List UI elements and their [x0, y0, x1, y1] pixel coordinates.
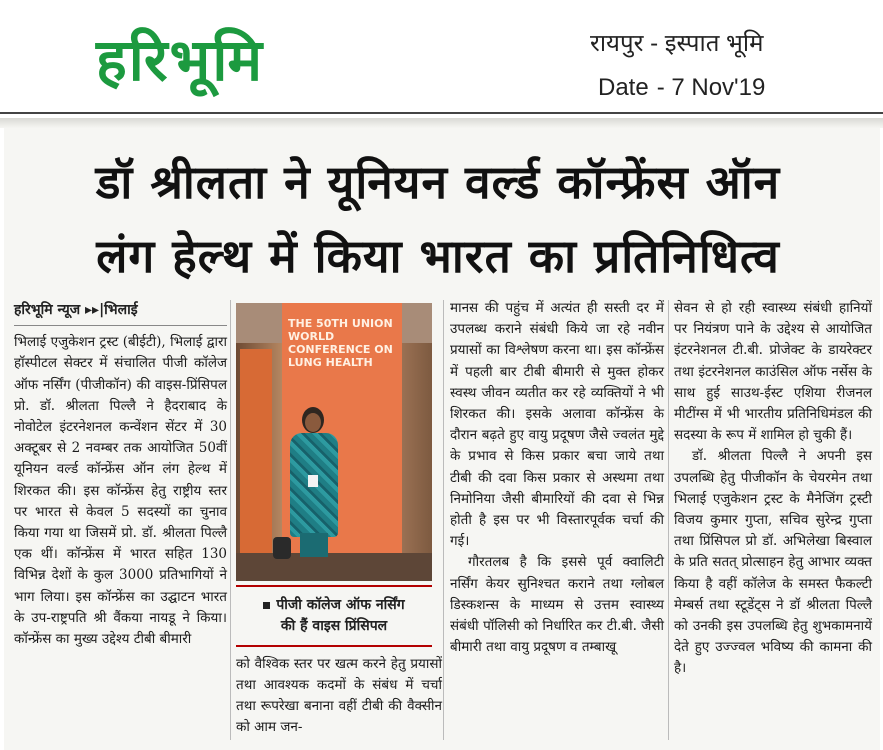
article-column-3 [450, 298, 664, 658]
photo-side-banner [240, 349, 272, 559]
column-divider [230, 300, 231, 740]
column-4-para-2: डॉ. श्रीलता पिल्लै ने अपनी इस उपलब्धि हेतु पीजीकॉन के चेयरमेन तथा भिलाई एजुकेशन ट्रस्ट के मैनेजिंग ट्रस्टी विजय कुमार गुप्ता, सचिव सुरेन्द्र गुप्ता तथा प्रिंसिपल प्रो डॉ. अभिलेखा बिस्वाल के प्रति सतत् प्रोत्साहन हेतु आभार व्यक्त किया है वहीं कॉलेज के समस्त फैकल्टी मेम्बर्स तथा स्टूडेंट्स ने डॉ श्रीलता पिल्लै को उनकी इस उपलब्धि हेतु शुभकामनायें देते हुए उज्ज्वल भविष्य की कामना की है। [674, 448, 872, 677]
person-legs [300, 533, 328, 557]
caption-line-2: की हैं वाइस प्रिंसिपल [280, 618, 388, 634]
column-3-para-2: गौरतलब है कि इससे पूर्व क्वालिटी नर्सिंग केयर सुनिश्चत कराने तथा ग्लोबल डिस्कशन्स के माध्यम से उत्तम स्वास्थ्य संबंधी पॉलिसी को निर्धारित कर टी.बी. जैसी बीमारी तथा वायु प्रदूषण व तम्बाखू [450, 554, 664, 656]
headline-line-1: डॉ श्रीलता ने यूनियन वर्ल्ड कॉन्फ्रेंस ऑन [95, 155, 781, 209]
column-1-text: भिलाई एजुकेशन ट्रस्ट (बीईटी), भिलाई द्वारा हॉस्पीटल सेक्टर में संचालित पीजी कॉलेज ऑफ नर्सिंग (पीजीकॉन) की वाइस-प्रिंसिपल प्रो. डॉ. श्रीलता पिल्लै ने हैदराबाद के नोवोटेल इंटरनेशनल कन्वेंशन सेंटर में 30 अक्टूबर से 2 नवम्बर तक आयोजित 50वीं यूनियन वर्ल्ड कॉन्फ्रेंस ऑन लंग हेल्थ में शिरकत की। इस कॉन्फ्रेंस हेतु राष्ट्रीय स्तर पर भारत से केवल 5 सदस्यों का चुनाव किया गया था जिसमें प्रो. डॉ. श्रीलता पिल्लै एक थीं। कॉन्फ्रेंस में भारत सहित 130 विभिन्न देशों के कुल 3000 प्रतिभागियों ने भाग लिया। इस कॉन्फ्रेंस का उद्घाटन भारत के उप-राष्ट्रपति श्री वैंकया नायडू ने किया। कॉन्फ्रेंस का मुख्य उद्देश्य टीबी बीमारी [14, 334, 227, 648]
date-value: - 7 Nov'19 [656, 74, 766, 101]
column-divider [668, 300, 669, 740]
column-3-para-1: मानस की पहुंच में अत्यंत ही सस्ती दर में उपलब्ध कराने संबंधी किये जा रहे नवीन प्रयासों का विश्लेषण करना था। इस कॉन्फ्रेंस में पहली बार टीबी बीमारी से मुक्त होकर स्वस्थ जीवन व्यतीत कर रहे व्यक्तियों ने भी शिरकत की। इसके अलावा कॉन्फ्रेंस के दौरान बढ़ते हुए वायु प्रदूषण जैसे ज्वलंत मुद्दे के प्रभाव से किस प्रकार बचा जाये तथा टीबी की दवा किस प्रकार से अस्थमा तथा निमोनिया जैसी बीमारियों की दवा से भिन्न होती है इस पर भी विस्तारपूर्वक चर्चा की गई। [450, 300, 664, 550]
photo-caption [236, 585, 432, 647]
photo-floor [236, 553, 432, 581]
name-badge [308, 475, 318, 487]
headline-line-2: लंग हेल्थ में किया भारत का प्रतिनिधित्व [96, 229, 780, 283]
column-4-para-1: सेवन से हो रही स्वास्थ्य संबंधी हानियों पर नियंत्रण पाने के उद्देश्य से आयोजित इंटरनेशनल टी.बी. प्रोजेक्ट के डायरेक्टर तथा इंटरनेशनल काउंसिल ऑफ नर्सेस के साथ हुई साउथ-ईस्ट एशिया रीजनल मीटींग्स में भी भारतीय प्रतिनिधिमंडल की सदस्या के रूप में शामिल हो चुकी हैं। [674, 300, 872, 444]
byline: हरिभूमि न्यूज ▸▸|भिलाई [14, 300, 227, 326]
masthead [0, 0, 883, 112]
article-photo [236, 303, 432, 581]
edition-label: रायपुर - इस्पात भूमि [590, 30, 764, 57]
newspaper-logo: हरिभूमि [96, 26, 265, 94]
clip-edge [0, 118, 883, 128]
bullet-square-icon [263, 602, 270, 609]
article-column-1 [14, 300, 227, 650]
masthead-divider [0, 112, 883, 114]
person-face [305, 413, 321, 432]
column-divider [443, 300, 444, 740]
date-line [598, 74, 773, 102]
article-column-4 [674, 298, 872, 680]
article-column-2: को वैश्विक स्तर पर खत्म करने हेतु प्रयासों तथा आवश्यक कदमों के संबंध में चर्चा तथा रूपरेखा बनाना वहीं टीबी की वैक्सीन को आम जन- [236, 656, 442, 735]
photo-bag [273, 537, 291, 559]
caption-line-1: पीजी कॉलेज ऑफ नर्सिंग [276, 597, 405, 613]
conference-banner-text: THE 50TH UNION WORLD CONFERENCE ON LUNG HEALTH [288, 317, 393, 369]
date-label: Date [598, 74, 649, 101]
